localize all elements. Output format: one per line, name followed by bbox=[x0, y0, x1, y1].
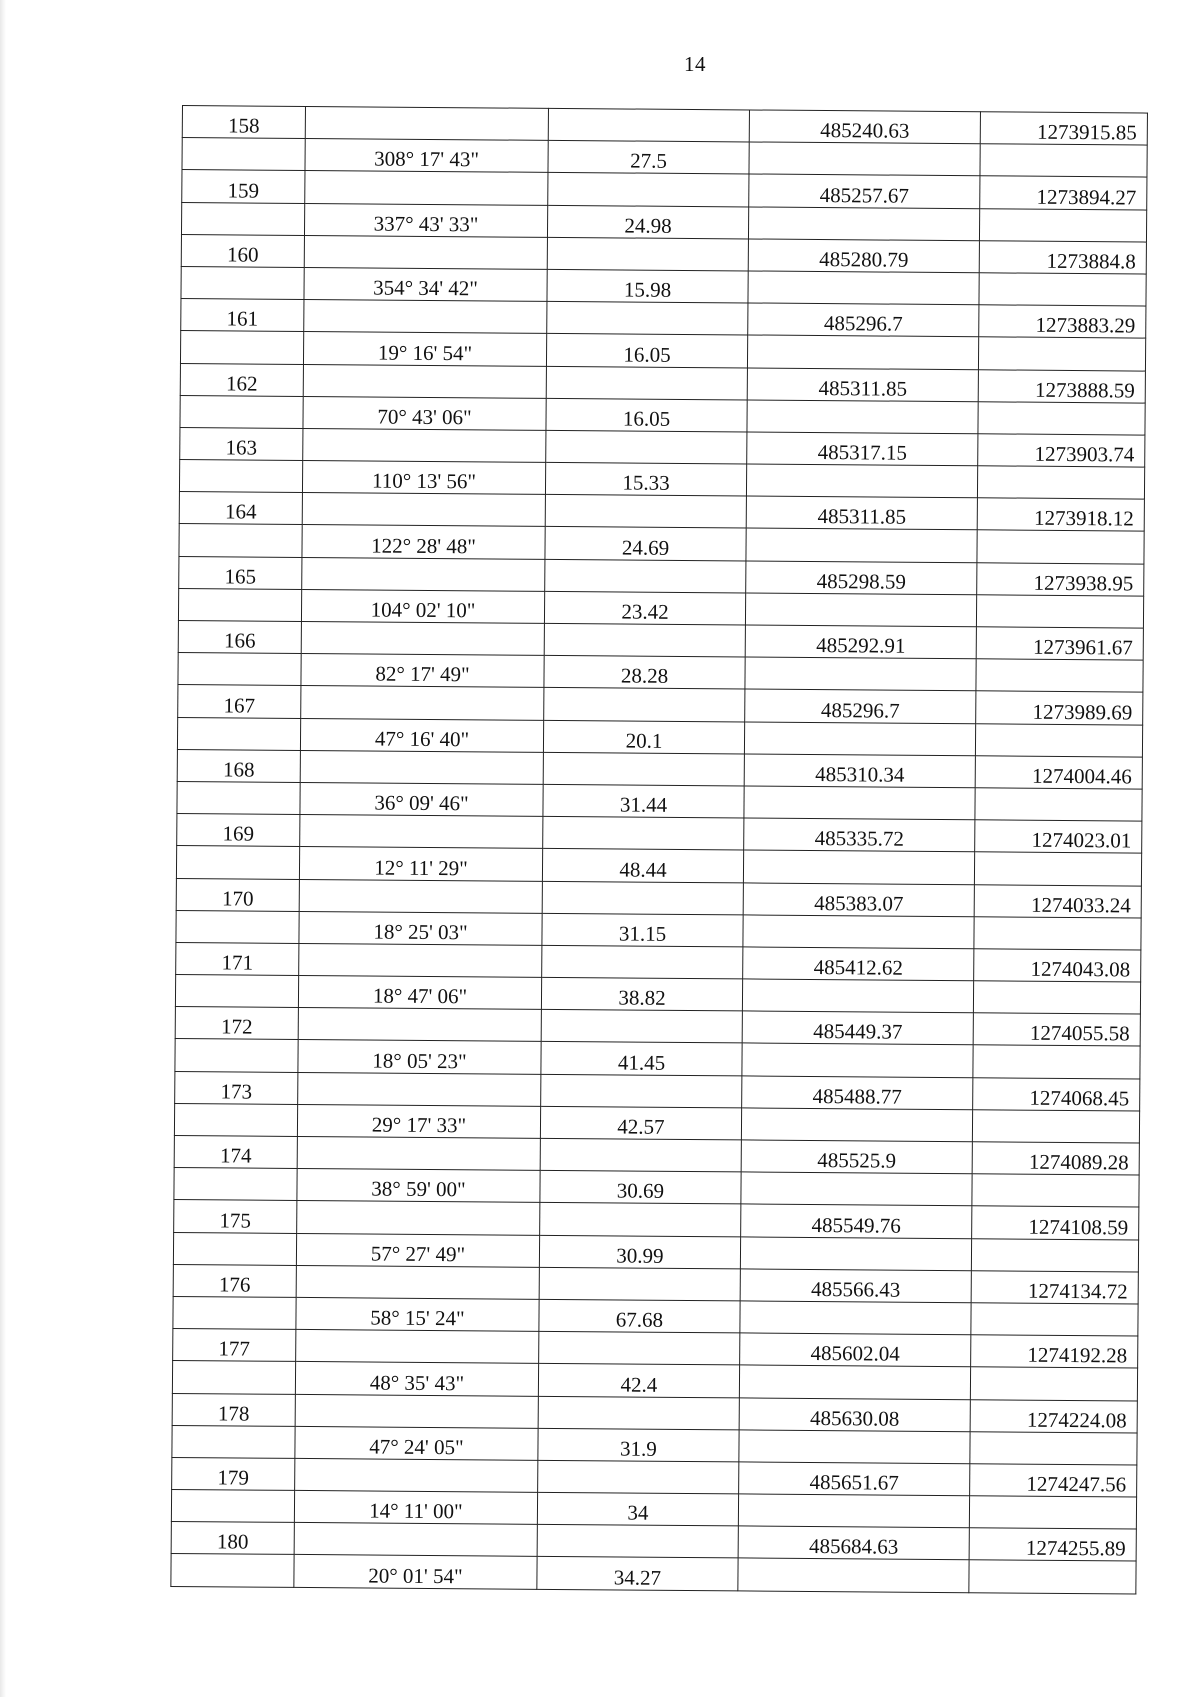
x-coordinate-cell: 485298.59 bbox=[746, 561, 977, 595]
empty-cell bbox=[738, 1558, 969, 1592]
distance-cell: 34.27 bbox=[537, 1557, 738, 1591]
distance-cell: 38.82 bbox=[541, 977, 742, 1011]
empty-cell bbox=[747, 335, 978, 369]
empty-cell bbox=[539, 1267, 740, 1301]
x-coordinate-cell: 485412.62 bbox=[743, 947, 974, 981]
point-number-cell: 179 bbox=[172, 1457, 295, 1490]
empty-cell bbox=[745, 657, 976, 691]
x-coordinate-cell: 485311.85 bbox=[747, 367, 978, 401]
empty-cell bbox=[740, 1301, 971, 1335]
empty-cell bbox=[975, 788, 1142, 821]
empty-cell bbox=[300, 815, 543, 849]
distance-cell: 31.15 bbox=[542, 913, 743, 947]
empty-cell bbox=[544, 688, 745, 722]
empty-cell bbox=[299, 943, 542, 977]
point-number-cell: 174 bbox=[174, 1135, 297, 1168]
empty-cell bbox=[180, 395, 303, 428]
bearing-cell: 337° 43' 33" bbox=[304, 203, 547, 237]
bearing-cell: 82° 17' 49" bbox=[301, 654, 544, 688]
empty-cell bbox=[296, 1265, 539, 1299]
empty-cell bbox=[297, 1136, 540, 1170]
empty-cell bbox=[305, 106, 548, 140]
empty-cell bbox=[299, 879, 542, 913]
x-coordinate-cell: 485566.43 bbox=[740, 1269, 971, 1303]
distance-cell: 15.98 bbox=[547, 269, 748, 303]
point-number-cell: 168 bbox=[177, 749, 300, 782]
empty-cell bbox=[305, 171, 548, 205]
empty-cell bbox=[301, 686, 544, 720]
page-number: 14 bbox=[684, 52, 706, 76]
y-coordinate-cell: 1274192.28 bbox=[971, 1335, 1138, 1368]
distance-cell: 27.5 bbox=[548, 141, 749, 175]
point-number-cell: 162 bbox=[180, 363, 303, 396]
empty-cell bbox=[977, 466, 1144, 499]
distance-cell: 34 bbox=[537, 1492, 738, 1526]
bearing-cell: 70° 43' 06" bbox=[303, 396, 546, 430]
empty-cell bbox=[172, 1425, 295, 1458]
empty-cell bbox=[974, 916, 1141, 949]
y-coordinate-cell: 1273894.27 bbox=[980, 176, 1147, 209]
empty-cell bbox=[178, 653, 301, 686]
y-coordinate-cell: 1273903.74 bbox=[978, 434, 1145, 467]
x-coordinate-cell: 485257.67 bbox=[749, 174, 980, 208]
empty-cell bbox=[175, 1039, 298, 1072]
x-coordinate-cell: 485310.34 bbox=[744, 754, 975, 788]
empty-cell bbox=[747, 400, 978, 434]
point-number-cell: 165 bbox=[179, 556, 302, 589]
distance-cell: 16.05 bbox=[546, 334, 747, 368]
x-coordinate-cell: 485684.63 bbox=[738, 1526, 969, 1560]
y-coordinate-cell: 1273938.95 bbox=[977, 562, 1144, 595]
point-number-cell: 171 bbox=[176, 942, 299, 975]
bearing-cell: 18° 47' 06" bbox=[298, 976, 541, 1010]
bearing-cell: 36° 09' 46" bbox=[300, 782, 543, 816]
distance-cell: 42.4 bbox=[538, 1364, 739, 1398]
bearing-cell: 47° 16' 40" bbox=[300, 718, 543, 752]
y-coordinate-cell: 1274068.45 bbox=[973, 1077, 1140, 1110]
empty-cell bbox=[978, 337, 1145, 370]
point-number-cell: 177 bbox=[173, 1329, 296, 1362]
empty-cell bbox=[969, 1496, 1136, 1529]
empty-cell bbox=[743, 850, 974, 884]
distance-cell: 30.69 bbox=[540, 1171, 741, 1205]
empty-cell bbox=[298, 1072, 541, 1106]
empty-cell bbox=[182, 138, 305, 171]
point-number-cell: 175 bbox=[174, 1200, 297, 1233]
empty-cell bbox=[546, 430, 747, 464]
empty-cell bbox=[537, 1525, 738, 1559]
point-number-cell: 169 bbox=[177, 814, 300, 847]
y-coordinate-cell: 1273918.12 bbox=[977, 498, 1144, 531]
empty-cell bbox=[546, 366, 747, 400]
y-coordinate-cell: 1274134.72 bbox=[971, 1270, 1138, 1303]
empty-cell bbox=[979, 273, 1146, 306]
empty-cell bbox=[177, 781, 300, 814]
empty-cell bbox=[748, 271, 979, 305]
distance-cell: 24.69 bbox=[545, 527, 746, 561]
x-coordinate-cell: 485449.37 bbox=[742, 1011, 973, 1045]
empty-cell bbox=[174, 1103, 297, 1136]
empty-cell bbox=[741, 1172, 972, 1206]
bearing-cell: 14° 11' 00" bbox=[294, 1490, 537, 1524]
empty-cell bbox=[171, 1490, 294, 1523]
distance-cell: 20.1 bbox=[543, 720, 744, 754]
x-coordinate-cell: 485280.79 bbox=[748, 239, 979, 273]
point-number-cell: 159 bbox=[182, 170, 305, 203]
y-coordinate-cell: 1273884.8 bbox=[979, 241, 1146, 274]
x-coordinate-cell: 485630.08 bbox=[739, 1397, 970, 1431]
empty-cell bbox=[980, 144, 1147, 177]
empty-cell bbox=[304, 235, 547, 269]
bearing-cell: 57° 27' 49" bbox=[296, 1233, 539, 1267]
empty-cell bbox=[548, 173, 749, 207]
empty-cell bbox=[541, 1010, 742, 1044]
distance-cell: 23.42 bbox=[544, 591, 745, 625]
point-number-cell: 158 bbox=[182, 106, 305, 139]
point-number-cell: 166 bbox=[178, 620, 301, 653]
empty-cell bbox=[976, 595, 1143, 628]
point-number-cell: 173 bbox=[175, 1071, 298, 1104]
y-coordinate-cell: 1274247.56 bbox=[970, 1464, 1137, 1497]
empty-cell bbox=[539, 1331, 740, 1365]
empty-cell bbox=[749, 142, 980, 176]
empty-cell bbox=[538, 1396, 739, 1430]
empty-cell bbox=[538, 1460, 739, 1494]
empty-cell bbox=[179, 460, 302, 493]
x-coordinate-cell: 485317.15 bbox=[747, 432, 978, 466]
distance-cell: 24.98 bbox=[547, 205, 748, 239]
empty-cell bbox=[297, 1201, 540, 1235]
empty-cell bbox=[173, 1232, 296, 1265]
y-coordinate-cell: 1273883.29 bbox=[979, 305, 1146, 338]
empty-cell bbox=[298, 1008, 541, 1042]
empty-cell bbox=[741, 1108, 972, 1142]
empty-cell bbox=[180, 331, 303, 364]
bearing-cell: 58° 15' 24" bbox=[296, 1297, 539, 1331]
empty-cell bbox=[742, 979, 973, 1013]
empty-cell bbox=[547, 237, 748, 271]
empty-cell bbox=[973, 981, 1140, 1014]
empty-cell bbox=[746, 528, 977, 562]
y-coordinate-cell: 1274224.08 bbox=[970, 1399, 1137, 1432]
empty-cell bbox=[743, 915, 974, 949]
empty-cell bbox=[544, 623, 745, 657]
empty-cell bbox=[742, 1043, 973, 1077]
empty-cell bbox=[304, 300, 547, 334]
x-coordinate-cell: 485292.91 bbox=[745, 625, 976, 659]
empty-cell bbox=[181, 202, 304, 235]
distance-cell: 16.05 bbox=[546, 398, 747, 432]
empty-cell bbox=[171, 1554, 294, 1587]
empty-cell bbox=[174, 1168, 297, 1201]
empty-cell bbox=[977, 530, 1144, 563]
bearing-cell: 354° 34' 42" bbox=[304, 267, 547, 301]
y-coordinate-cell: 1273961.67 bbox=[976, 627, 1143, 660]
y-coordinate-cell: 1274023.01 bbox=[975, 820, 1142, 853]
empty-cell bbox=[970, 1431, 1137, 1464]
empty-cell bbox=[176, 910, 299, 943]
empty-cell bbox=[543, 816, 744, 850]
y-coordinate-cell: 1273888.59 bbox=[978, 369, 1145, 402]
y-coordinate-cell: 1274255.89 bbox=[969, 1528, 1136, 1561]
empty-cell bbox=[542, 945, 743, 979]
distance-cell: 31.9 bbox=[538, 1428, 739, 1462]
y-coordinate-cell: 1274033.24 bbox=[974, 884, 1141, 917]
point-number-cell: 176 bbox=[173, 1264, 296, 1297]
leg-row bbox=[171, 1554, 1136, 1594]
y-coordinate-cell: 1273989.69 bbox=[976, 691, 1143, 724]
empty-cell bbox=[969, 1560, 1136, 1593]
empty-cell bbox=[547, 301, 748, 335]
point-number-cell: 161 bbox=[181, 299, 304, 332]
empty-cell bbox=[973, 1045, 1140, 1078]
empty-cell bbox=[540, 1203, 741, 1237]
x-coordinate-cell: 485296.7 bbox=[748, 303, 979, 337]
empty-cell bbox=[548, 108, 749, 142]
empty-cell bbox=[746, 464, 977, 498]
coordinate-table bbox=[170, 105, 1148, 1594]
distance-cell: 41.45 bbox=[541, 1042, 742, 1076]
bearing-cell: 308° 17' 43" bbox=[305, 139, 548, 173]
point-number-cell: 170 bbox=[176, 878, 299, 911]
y-coordinate-cell: 1274089.28 bbox=[972, 1142, 1139, 1175]
coordinate-table-body bbox=[171, 106, 1148, 1594]
empty-cell bbox=[745, 593, 976, 627]
empty-cell bbox=[302, 493, 545, 527]
empty-cell bbox=[303, 428, 546, 462]
empty-cell bbox=[179, 524, 302, 557]
bearing-cell: 12° 11' 29" bbox=[299, 847, 542, 881]
y-coordinate-cell: 1274055.58 bbox=[973, 1013, 1140, 1046]
point-number-cell: 160 bbox=[181, 234, 304, 267]
y-coordinate-cell: 1274108.59 bbox=[972, 1206, 1139, 1239]
x-coordinate-cell: 485602.04 bbox=[740, 1333, 971, 1367]
bearing-cell: 104° 02' 10" bbox=[301, 589, 544, 623]
empty-cell bbox=[739, 1365, 970, 1399]
distance-cell: 67.68 bbox=[539, 1299, 740, 1333]
point-number-cell: 180 bbox=[171, 1522, 294, 1555]
distance-cell: 15.33 bbox=[545, 462, 746, 496]
bearing-cell: 48° 35' 43" bbox=[295, 1362, 538, 1396]
y-coordinate-cell: 1273915.85 bbox=[980, 112, 1147, 145]
distance-cell: 30.99 bbox=[539, 1235, 740, 1269]
empty-cell bbox=[972, 1110, 1139, 1143]
empty-cell bbox=[301, 621, 544, 655]
empty-cell bbox=[545, 495, 746, 529]
bearing-cell: 18° 05' 23" bbox=[298, 1040, 541, 1074]
empty-cell bbox=[976, 659, 1143, 692]
point-number-cell: 167 bbox=[178, 685, 301, 718]
empty-cell bbox=[972, 1174, 1139, 1207]
empty-cell bbox=[294, 1523, 537, 1557]
empty-cell bbox=[173, 1296, 296, 1329]
bearing-cell: 47° 24' 05" bbox=[295, 1426, 538, 1460]
empty-cell bbox=[178, 588, 301, 621]
empty-cell bbox=[975, 723, 1142, 756]
empty-cell bbox=[974, 852, 1141, 885]
x-coordinate-cell: 485549.76 bbox=[741, 1204, 972, 1238]
y-coordinate-cell: 1274004.46 bbox=[975, 756, 1142, 789]
empty-cell bbox=[543, 752, 744, 786]
empty-cell bbox=[739, 1430, 970, 1464]
bearing-cell: 20° 01' 54" bbox=[294, 1555, 537, 1589]
x-coordinate-cell: 485651.67 bbox=[739, 1462, 970, 1496]
empty-cell bbox=[176, 846, 299, 879]
empty-cell bbox=[542, 881, 743, 915]
empty-cell bbox=[541, 1074, 742, 1108]
x-coordinate-cell: 485311.85 bbox=[746, 496, 977, 530]
empty-cell bbox=[177, 717, 300, 750]
empty-cell bbox=[303, 364, 546, 398]
bearing-cell: 38° 59' 00" bbox=[297, 1169, 540, 1203]
empty-cell bbox=[970, 1367, 1137, 1400]
empty-cell bbox=[545, 559, 746, 593]
empty-cell bbox=[540, 1138, 741, 1172]
y-coordinate-cell: 1274043.08 bbox=[974, 949, 1141, 982]
distance-cell: 48.44 bbox=[542, 849, 743, 883]
bearing-cell: 19° 16' 54" bbox=[303, 332, 546, 366]
bearing-cell: 110° 13' 56" bbox=[302, 461, 545, 495]
x-coordinate-cell: 485240.63 bbox=[749, 110, 980, 144]
point-number-cell: 163 bbox=[180, 427, 303, 460]
empty-cell bbox=[748, 207, 979, 241]
empty-cell bbox=[296, 1330, 539, 1364]
empty-cell bbox=[300, 750, 543, 784]
bearing-cell: 122° 28' 48" bbox=[302, 525, 545, 559]
empty-cell bbox=[978, 401, 1145, 434]
empty-cell bbox=[744, 722, 975, 756]
point-number-cell: 164 bbox=[179, 492, 302, 525]
empty-cell bbox=[295, 1394, 538, 1428]
x-coordinate-cell: 485525.9 bbox=[741, 1140, 972, 1174]
bearing-cell: 18° 25' 03" bbox=[299, 911, 542, 945]
x-coordinate-cell: 485335.72 bbox=[744, 818, 975, 852]
empty-cell bbox=[971, 1238, 1138, 1271]
x-coordinate-cell: 485488.77 bbox=[742, 1076, 973, 1110]
empty-cell bbox=[295, 1458, 538, 1492]
empty-cell bbox=[172, 1361, 295, 1394]
empty-cell bbox=[979, 208, 1146, 241]
point-number-cell: 172 bbox=[175, 1007, 298, 1040]
empty-cell bbox=[175, 975, 298, 1008]
distance-cell: 31.44 bbox=[543, 784, 744, 818]
empty-cell bbox=[302, 557, 545, 591]
point-number-cell: 178 bbox=[172, 1393, 295, 1426]
empty-cell bbox=[744, 786, 975, 820]
empty-cell bbox=[740, 1236, 971, 1270]
distance-cell: 28.28 bbox=[544, 656, 745, 690]
bearing-cell: 29° 17' 33" bbox=[297, 1104, 540, 1138]
scan-edge-shadow bbox=[0, 0, 6, 1697]
empty-cell bbox=[971, 1303, 1138, 1336]
x-coordinate-cell: 485296.7 bbox=[745, 689, 976, 723]
empty-cell bbox=[738, 1494, 969, 1528]
empty-cell bbox=[181, 266, 304, 299]
x-coordinate-cell: 485383.07 bbox=[743, 882, 974, 916]
distance-cell: 42.57 bbox=[540, 1106, 741, 1140]
